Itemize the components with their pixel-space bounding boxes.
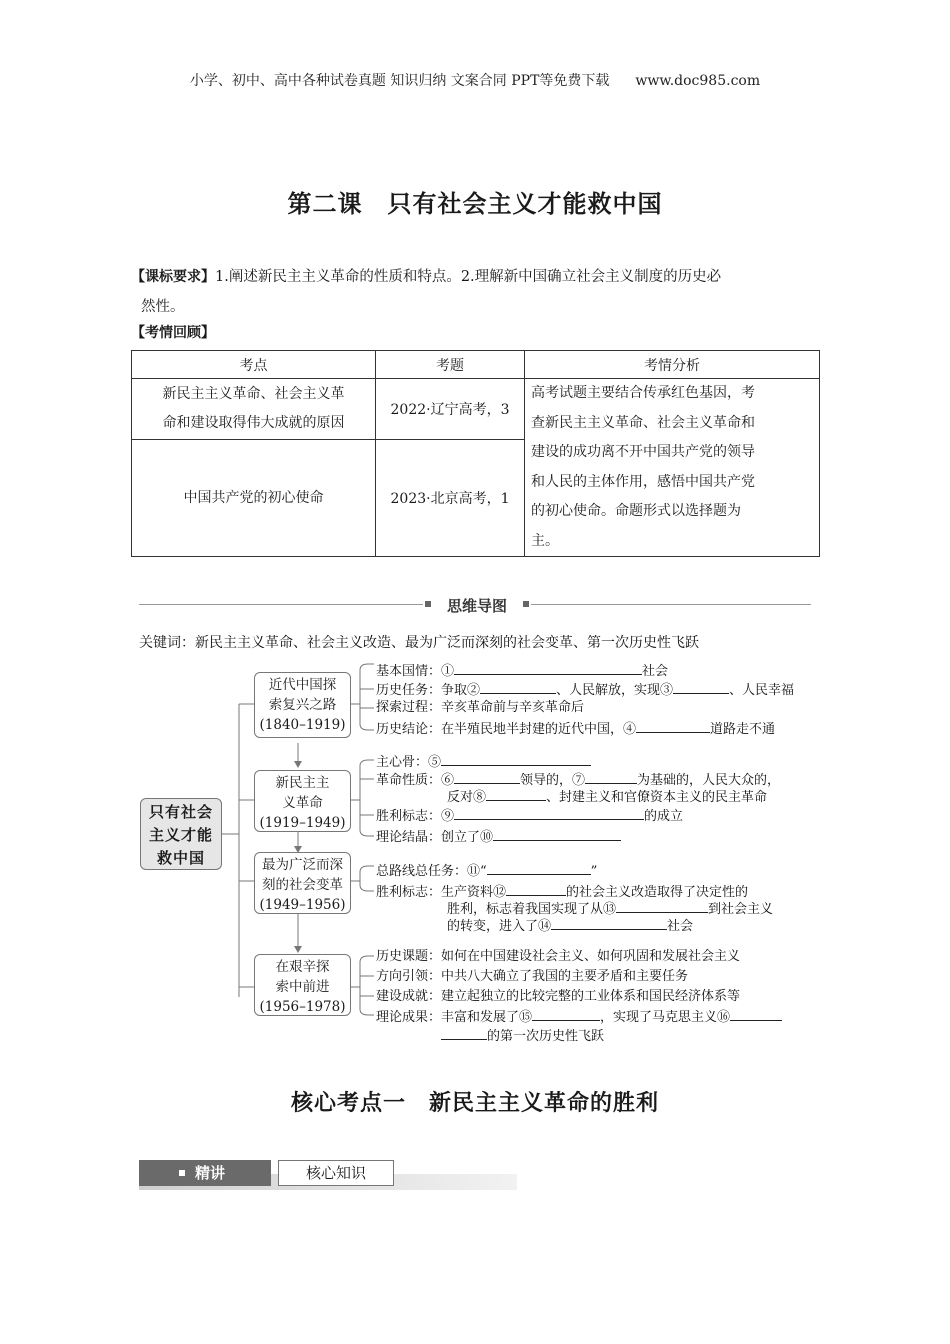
- leaf-direction-guidance: 方向引领：中共八大确立了我国的主要矛盾和主要任务: [376, 969, 689, 984]
- bracket-4: [360, 956, 374, 1015]
- banner-text: 小学、初中、高中各种试卷真题 知识归纳 文案合同 PPT等免费下载: [189, 73, 610, 89]
- connector-leaf-stubs: [351, 704, 360, 987]
- fill-blank-13[interactable]: [616, 898, 708, 913]
- fill-blank-11[interactable]: [487, 860, 591, 875]
- root-line: 救中国: [156, 849, 205, 867]
- fill-blank-1[interactable]: [454, 660, 642, 675]
- fill-blank-7[interactable]: [585, 769, 637, 784]
- leaf-victory-symbol: [376, 805, 683, 826]
- mindmap-heading-text: 思维导图: [446, 597, 507, 615]
- leaf-exploration-process: 探索过程：辛亥革命前与辛亥革命后: [376, 700, 585, 715]
- leaf-text: ，实现了马克思主义⑯: [600, 1010, 731, 1025]
- table-cell-point-line: 新民主主义革命、社会主义革: [162, 386, 345, 403]
- table-cell-exam: 2023·北京高考，1: [376, 440, 525, 557]
- bracket-3: [360, 866, 374, 891]
- heading-square-icon: [425, 601, 431, 607]
- leaf-general-line: [376, 860, 597, 881]
- leaf-transformation-cont-2: [447, 915, 693, 936]
- node-line: (1919–1949): [259, 815, 346, 831]
- leaf-text: 反对⑧: [447, 790, 487, 805]
- fill-blank-16[interactable]: [730, 1006, 782, 1021]
- leaf-text: ”: [590, 864, 598, 879]
- tab-lecture[interactable]: [139, 1160, 271, 1186]
- table-cell-analysis: [525, 379, 820, 557]
- heading-divider-right: [531, 604, 811, 605]
- header-banner: [0, 70, 950, 90]
- table-header-point: 考点: [132, 351, 376, 379]
- leaf-historical-conclusion: [376, 718, 775, 739]
- leaf-historical-task: [376, 679, 794, 700]
- leaf-revolution-nature-cont: [447, 786, 767, 807]
- leaf-theoretical-result-cont: [441, 1025, 604, 1046]
- branch-node-1949: [254, 852, 351, 914]
- table-cell-point: 中国共产党的初心使命: [132, 440, 376, 557]
- node-line: 最为广泛而深: [262, 857, 343, 873]
- node-line: 刻的社会变革: [262, 877, 343, 893]
- leaf-text: 、封建主义和官僚资本主义的民主革命: [546, 790, 768, 805]
- leaf-text: 胜利标志：⑨: [376, 809, 455, 824]
- leaf-text: 革命性质：⑥: [376, 773, 455, 788]
- analysis-line: 建设的成功离不开中国共产党的领导: [531, 444, 755, 460]
- leaf-text: 主心骨：⑤: [376, 755, 442, 770]
- table-cell-point-line: 命和建设取得伟大成就的原因: [162, 415, 345, 432]
- leaf-historical-topic: 历史课题：如何在中国建设社会主义、如何巩固和发展社会主义: [376, 949, 741, 964]
- leaf-text: 理论结晶：创立了⑩: [376, 830, 494, 845]
- leaf-text: 社会: [642, 664, 669, 679]
- requirements-line-1: 1.阐述新民主主义革命的性质和特点。2.理解新中国确立社会主义制度的历史必: [215, 269, 722, 285]
- table-cell-exam: 2022·辽宁高考，3: [376, 379, 525, 440]
- leaf-theory-result: [376, 826, 621, 847]
- branch-node-1919: [254, 770, 351, 832]
- leaf-text: 总路线总任务：⑪“: [376, 864, 487, 879]
- exam-review-label: 【考情回顾】: [131, 325, 215, 341]
- arrow-down-icon: [294, 946, 302, 953]
- leaf-text: 理论成果：丰富和发展了⑮: [376, 1010, 533, 1025]
- table-header-row: [132, 351, 820, 379]
- leaf-construction-achievement: 建设成就：建立起独立的比较完整的工业体系和国民经济体系等: [376, 989, 741, 1004]
- table-header-analysis: 考情分析: [525, 351, 820, 379]
- leaf-text: 、人民幸福: [729, 683, 795, 698]
- leaf-text: 、人民解放，实现③: [556, 683, 674, 698]
- analysis-line: 高考试题主要结合传承红色基因，考: [531, 385, 755, 401]
- fill-blank-6[interactable]: [454, 769, 520, 784]
- node-line: (1840–1919): [259, 717, 346, 733]
- node-line: 义革命: [282, 795, 323, 811]
- table-header-exam: 考题: [376, 351, 525, 379]
- square-bullet-icon: [179, 1170, 185, 1176]
- connector-branches: [239, 704, 254, 987]
- leaf-text: 历史任务：争取②: [376, 683, 481, 698]
- table-row: [132, 379, 820, 440]
- fill-blank-2[interactable]: [480, 679, 556, 694]
- root-line: 主义才能: [148, 826, 213, 844]
- leaf-text: 的社会主义改造取得了决定性的: [566, 885, 749, 900]
- curriculum-requirements: [131, 262, 821, 322]
- heading-square-icon: [523, 601, 529, 607]
- analysis-line: 和人民的主体作用，感悟中国共产党: [531, 473, 755, 490]
- leaf-basic-conditions: [376, 660, 668, 681]
- requirements-label: 【课标要求】: [131, 269, 215, 285]
- leaf-text: 的成立: [644, 809, 684, 824]
- leaf-text: 基本国情：①: [376, 664, 455, 679]
- leaf-theoretical-result: [376, 1006, 782, 1027]
- leaf-text: 领导的，⑦: [520, 773, 586, 788]
- node-line: 索中前进: [275, 979, 330, 995]
- leaf-text: 的转变，进入了⑭: [447, 919, 552, 934]
- tab-lecture-label: 精讲: [195, 1164, 226, 1182]
- leaf-text: 为基础的，人民大众的，: [637, 773, 781, 788]
- fill-blank-4[interactable]: [636, 718, 710, 733]
- fill-blank-9[interactable]: [454, 805, 644, 820]
- requirements-line-2: 然性。: [141, 299, 185, 315]
- leaf-text: 社会: [667, 919, 694, 934]
- node-line: 索复兴之路: [268, 697, 337, 713]
- leaf-text: 道路走不通: [710, 722, 776, 737]
- root-line: 只有社会: [148, 803, 213, 821]
- leaf-text: 胜利标志：生产资料⑫: [376, 885, 507, 900]
- node-line: (1949–1956): [259, 897, 346, 913]
- node-line: 新民主主: [275, 775, 330, 791]
- mindmap-root: [140, 798, 222, 870]
- mindmap-heading: [139, 596, 811, 614]
- banner-site-link[interactable]: www.doc985.com: [635, 73, 761, 89]
- fill-blank-14[interactable]: [551, 915, 667, 930]
- leaf-text: 历史结论：在半殖民地半封建的近代中国，④: [376, 722, 637, 737]
- tab-core-knowledge[interactable]: 核心知识: [278, 1160, 394, 1186]
- lesson-title: 第二课 只有社会主义才能救中国: [287, 190, 663, 218]
- leaf-text: 的第一次历史性飞跃: [487, 1029, 605, 1044]
- fill-blank-12[interactable]: [506, 881, 566, 896]
- section-title: 核心考点一 新民主主义革命的胜利: [290, 1091, 659, 1116]
- branch-node-1956: [254, 954, 351, 1016]
- section-tab-bar: [139, 1160, 517, 1190]
- exam-review-table: [131, 350, 820, 557]
- fill-blank-10[interactable]: [493, 826, 621, 841]
- fill-blank-15[interactable]: [532, 1006, 600, 1021]
- fill-blank-16-cont[interactable]: [441, 1025, 487, 1040]
- bracket-2: [360, 760, 374, 836]
- analysis-line: 的初心使命。命题形式以选择题为: [531, 503, 741, 519]
- fill-blank-3[interactable]: [673, 679, 729, 694]
- bracket-1: [360, 664, 374, 730]
- arrow-down-icon: [294, 761, 302, 768]
- analysis-line: 主。: [531, 532, 559, 549]
- mindmap-keywords: 关键词：新民主主义革命、社会主义改造、最为广泛而深刻的社会变革、第一次历史性飞跃: [139, 635, 699, 651]
- analysis-line: 查新民主主义革命、社会主义革命和: [531, 414, 755, 431]
- fill-blank-5[interactable]: [441, 751, 591, 766]
- leaf-text: 到社会主义: [708, 902, 774, 917]
- node-line: (1956–1978): [259, 999, 346, 1015]
- fill-blank-8[interactable]: [486, 786, 546, 801]
- table-cell-point: [132, 379, 376, 440]
- node-line: 近代中国探: [268, 677, 337, 693]
- leaf-text: 胜利，标志着我国实现了从⑬: [447, 902, 617, 917]
- node-line: 在艰辛探: [275, 959, 330, 975]
- heading-divider-left: [139, 604, 423, 605]
- branch-node-1840: [254, 672, 351, 738]
